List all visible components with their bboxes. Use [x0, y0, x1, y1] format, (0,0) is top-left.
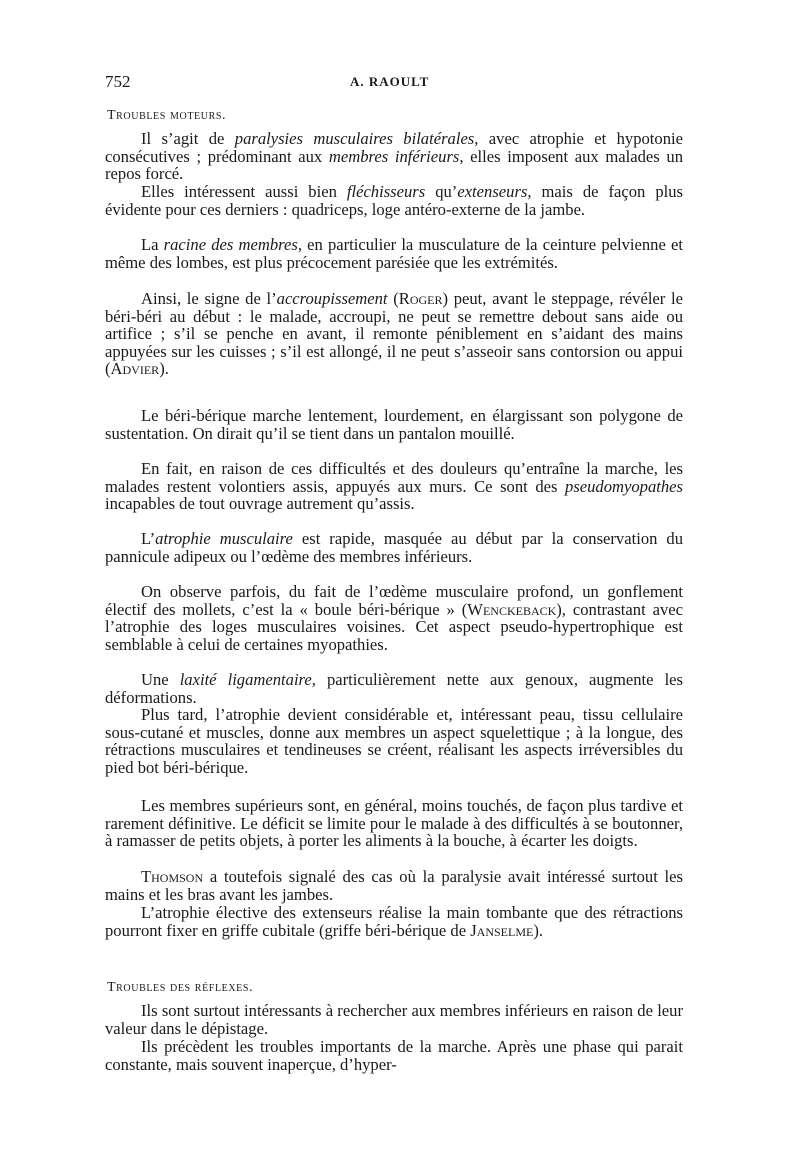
- page-number: 752: [105, 72, 131, 91]
- paragraph-11: Les membres supérieurs sont, en général, moins touchés, de façon plus tardive et rarement définitive. Le déficit se limite pour le malade à des difficultés à se boutonner, à ramasser de petits objets, à porter les aliments à la bouche, à écarter les doigts.: [105, 796, 683, 851]
- paragraph-4: Ainsi, le signe de l’accroupissement (Roger) peut, avant le steppage, révéler le béri-béri au début : le malade, accroupi, ne peut se remettre debout sans aide ou artifice ; s’il se penche en avant, il remonte péniblement en s’aidant des mains appuyées sur les cuisses ; s’il est allongé, il ne peut s’asseoir sans contorsion ou appui (Advier).: [105, 289, 683, 379]
- paragraph-3: La racine des membres, en particulier la musculature de la ceinture pelvienne et même des lombes, est plus précocement parésiée que les extrémités.: [105, 235, 683, 272]
- paragraph-14: Ils sont surtout intéressants à rechercher aux membres inférieurs en raison de leur valeur dans le dépistage.: [105, 1001, 683, 1038]
- paragraph-1: Il s’agit de paralysies musculaires bilatérales, avec atrophie et hypotonie consécutives ; prédominant aux membres inférieurs, elles imposent aux malades un repos forcé.: [105, 129, 683, 184]
- paragraph-6: En fait, en raison de ces difficultés et des douleurs qu’entraîne la marche, les malades restent volontiers assis, appuyés aux murs. Ce sont des pseudomyopathes incapables de tout ouvrage autrement qu’assis.: [105, 459, 683, 514]
- paragraph-5: Le béri-bérique marche lentement, lourdement, en élargissant son polygone de sustentation. On dirait qu’il se tient dans un pantalon mouillé.: [105, 406, 683, 443]
- running-head: A. RAOULT: [350, 74, 430, 89]
- paragraph-10: Plus tard, l’atrophie devient considérable et, intéressant peau, tissu cellulaire sous-cutané et muscles, donne aux membres un aspect squelettique ; à la longue, des rétractions musculaires et tendineuses se créent, réalisant les aspects irréversibles du pied bot béri-bérique.: [105, 705, 683, 777]
- paragraph-7: L’atrophie musculaire est rapide, masquée au début par la conservation du pannicule adipeux ou l’œdème des membres inférieurs.: [105, 529, 683, 566]
- section-title-reflexes: Troubles des réflexes.: [107, 980, 254, 995]
- paragraph-12: Thomson a toutefois signalé des cas où la paralysie avait intéressé surtout les mains et les bras avant les jambes.: [105, 867, 683, 904]
- section-title-motor: Troubles moteurs.: [107, 108, 227, 123]
- paragraph-8: On observe parfois, du fait de l’œdème musculaire profond, un gonflement électif des mollets, c’est la « boule béri-bérique » (Wenckeback), contrastant avec l’atrophie des loges musculaires voisines. Cet aspect pseudo-hypertrophique est semblable à celui de certaines myopathies.: [105, 582, 683, 654]
- paragraph-2: Elles intéressent aussi bien fléchisseurs qu’extenseurs, mais de façon plus évidente pour ces derniers : quadriceps, loge antéro-externe de la jambe.: [105, 182, 683, 219]
- page-header: [105, 72, 685, 96]
- paragraph-13: L’atrophie élective des extenseurs réalise la main tombante que des rétractions pourront fixer en griffe cubitale (griffe béri-bérique de Janselme).: [105, 903, 683, 940]
- paragraph-15: Ils précèdent les troubles importants de la marche. Après une phase qui parait constante, mais souvent inaperçue, d’hyper-: [105, 1037, 683, 1074]
- paragraph-9: Une laxité ligamentaire, particulièrement nette aux genoux, augmente les déformations.: [105, 670, 683, 707]
